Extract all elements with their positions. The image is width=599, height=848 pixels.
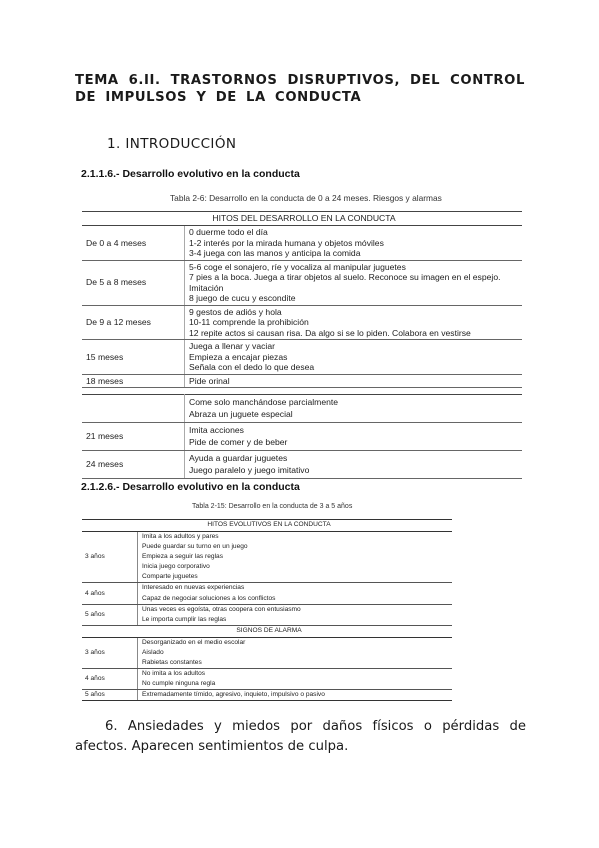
age-cell: 21 meses — [82, 423, 185, 451]
table-row — [82, 583, 452, 604]
age-cell: 5 años — [82, 604, 138, 625]
table-header: HITOS EVOLUTIVOS EN LA CONDUCTA — [82, 520, 452, 532]
milestone-item: 3-4 juega con las manos y anticipa la comida — [189, 248, 361, 258]
age-cell: 4 años — [82, 583, 138, 604]
section-heading: 1. INTRODUCCIÓN — [107, 136, 237, 152]
table-caption-2-15: Tabla 2-15: Desarrollo en la conducta de 3 a 5 años — [192, 503, 353, 510]
milestone-item: 1-2 interés por la mirada humana y objetos móviles — [189, 237, 384, 248]
subsection-heading-2-1-2-6: 2.1.2.6.- Desarrollo evolutivo en la conducta — [81, 481, 300, 493]
behavior-milestones-table-21-24-months — [82, 394, 522, 479]
table-row — [82, 637, 452, 668]
age-cell: 18 meses — [82, 374, 185, 388]
age-cell: 24 meses — [82, 451, 185, 479]
milestone-item: Pide orinal — [189, 375, 230, 386]
table-row — [82, 669, 452, 690]
age-cell: 3 años — [82, 637, 138, 668]
milestones-cell — [138, 583, 453, 604]
subsection-heading-2-1-1-6: 2.1.1.6.- Desarrollo evolutivo en la conducta — [81, 168, 300, 180]
age-cell — [82, 395, 185, 423]
milestones-cell — [185, 374, 523, 388]
milestone-item: Ayuda a guardar juguetes — [189, 453, 288, 463]
milestone-item: Rabietas constantes — [142, 659, 202, 667]
table-row — [82, 604, 452, 625]
milestone-item: Extremadamente tímido, agresivo, inquieto, impulsivo o pasivo — [142, 691, 325, 699]
milestones-cell — [185, 226, 523, 261]
table-row — [82, 690, 452, 701]
table-caption-2-6: Tabla 2-6: Desarrollo en la conducta de 0 a 24 meses. Riesgos y alarmas — [170, 193, 442, 203]
milestones-cell — [185, 423, 523, 451]
milestone-item: No imita a los adultos — [142, 670, 206, 678]
milestone-item: Aislado — [142, 648, 164, 656]
page-title: TEMA 6.II. TRASTORNOS DISRUPTIVOS, DEL CONTROL DE IMPULSOS Y DE LA CONDUCTA — [75, 73, 525, 105]
milestone-item: 10-11 comprende la prohibición — [189, 317, 309, 327]
milestone-item: Puede guardar su turno en un juego — [142, 543, 248, 551]
milestones-cell — [138, 604, 453, 625]
milestone-item: Abraza un juguete especial — [189, 408, 293, 419]
milestone-item: 5-6 coge el sonajero, ríe y vocaliza al manipular juguetes — [189, 261, 406, 272]
milestones-cell — [185, 305, 523, 340]
table-row — [82, 532, 452, 583]
milestone-item: Juega a llenar y vaciar — [189, 341, 275, 351]
table-row — [82, 423, 522, 451]
age-cell: 3 años — [82, 532, 138, 583]
milestone-item: Capaz de negociar soluciones a los conflictos — [142, 594, 276, 602]
age-cell: De 0 a 4 meses — [82, 226, 185, 261]
behavior-milestones-table-0-18-months — [82, 211, 522, 388]
milestone-item: Juego paralelo y juego imitativo — [189, 464, 310, 475]
table-row — [82, 374, 522, 388]
table-header: HITOS DEL DESARROLLO EN LA CONDUCTA — [82, 212, 522, 226]
age-cell: De 9 a 12 meses — [82, 305, 185, 340]
milestone-item: Imita a los adultos y pares — [142, 533, 219, 540]
table-row — [82, 226, 522, 261]
milestone-item: 0 duerme todo el día — [189, 227, 268, 237]
age-cell: De 5 a 8 meses — [82, 260, 185, 305]
milestone-item: 7 pies a la boca. Juega a tirar objetos al suelo. Reconoce su imagen en el espejo. Imitación — [189, 272, 501, 293]
milestone-item: Empieza a encajar piezas — [189, 351, 288, 362]
milestones-cell — [185, 451, 523, 479]
milestone-item: Interesado en nuevas experiencias — [142, 584, 245, 592]
body-paragraph: 6. Ansiedades y miedos por daños físicos o pérdidas de afectos. Aparecen sentimientos de culpa. — [75, 719, 526, 754]
milestones-cell — [138, 690, 453, 701]
milestones-cell — [138, 532, 453, 583]
milestones-cell — [138, 637, 453, 668]
table-row — [82, 451, 522, 479]
table-header-alarm-signs: SIGNOS DE ALARMA — [82, 625, 452, 637]
table-row — [82, 305, 522, 340]
milestones-cell — [185, 340, 523, 375]
age-cell: 4 años — [82, 669, 138, 690]
age-cell: 5 años — [82, 690, 138, 701]
milestone-item: Pide de comer y de beber — [189, 436, 288, 447]
behavior-milestones-table-3-5-years — [82, 519, 452, 701]
milestone-item: 9 gestos de adiós y hola — [189, 306, 282, 317]
age-cell: 15 meses — [82, 340, 185, 375]
table-row — [82, 395, 522, 423]
milestone-item: Desorganizado en el medio escolar — [142, 638, 246, 646]
table-row — [82, 260, 522, 305]
milestone-item: Le importa cumplir las reglas — [142, 615, 227, 623]
milestone-item: Imita acciones — [189, 425, 244, 435]
milestone-item: 12 repite actos si causan risa. Da algo si se lo piden. Colabora en vestirse — [189, 327, 471, 338]
milestones-cell — [138, 669, 453, 690]
milestone-item: 8 juego de cucu y escondite — [189, 293, 296, 303]
milestones-cell — [185, 395, 523, 423]
milestone-item: Comparte juguetes — [142, 573, 198, 581]
milestone-item: Señala con el dedo lo que desea — [189, 362, 315, 372]
milestones-cell — [185, 260, 523, 305]
table-row — [82, 340, 522, 375]
milestone-item: Unas veces es egoísta, otras coopera con entusiasmo — [142, 605, 301, 613]
milestone-item: Come solo manchándose parcialmente — [189, 397, 339, 407]
milestone-item: No cumple ninguna regla — [142, 680, 216, 688]
milestone-item: Empieza a seguir las reglas — [142, 553, 223, 561]
milestone-item: Inicia juego corporativo — [142, 563, 210, 571]
